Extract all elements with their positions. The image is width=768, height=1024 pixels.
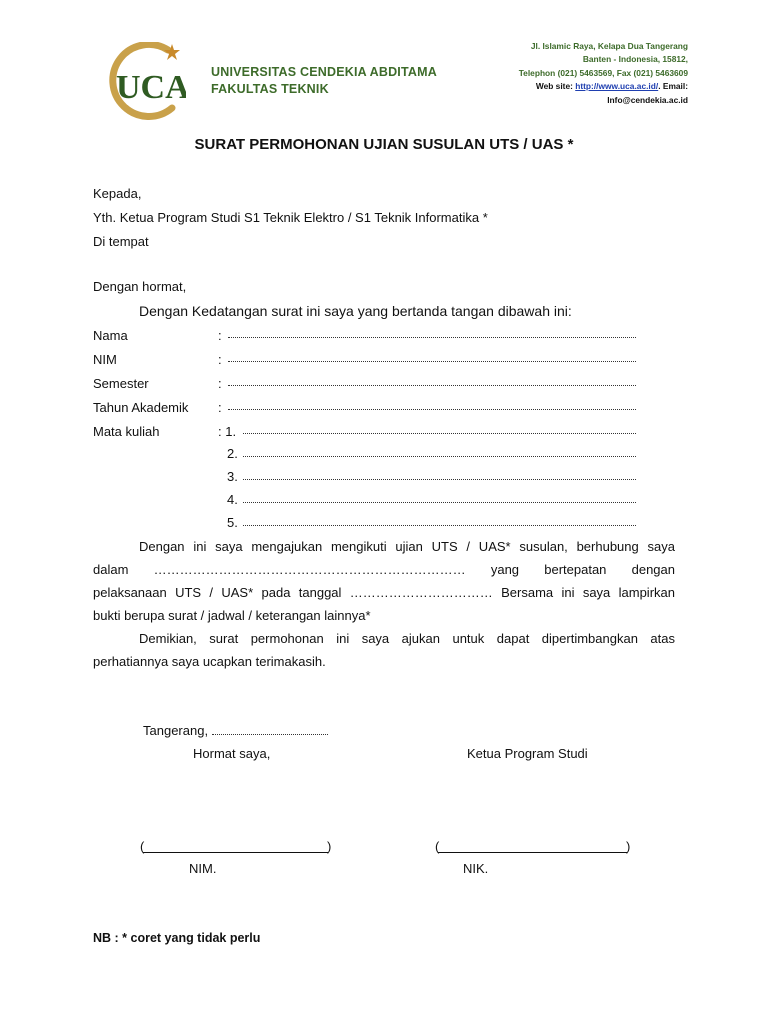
university-logo xyxy=(106,42,186,120)
matkul-3-input-line[interactable] xyxy=(243,479,636,480)
signature-place: Tangerang, xyxy=(143,723,209,738)
address-line-2: Banten - Indonesia, 15812, xyxy=(582,54,688,65)
colon-tahun: : xyxy=(218,400,222,415)
matkul-2-input-line[interactable] xyxy=(243,456,636,457)
matkul-number-3: 3. xyxy=(227,469,238,484)
recipient-line-3: Di tempat xyxy=(93,234,149,249)
matkul-4-input-line[interactable] xyxy=(243,502,636,503)
institution-name xyxy=(211,64,437,98)
matkul-number-5: 5. xyxy=(227,515,238,530)
contact-block xyxy=(519,40,688,107)
colon-nim: : xyxy=(218,352,222,367)
field-label-nama: Nama xyxy=(93,328,128,343)
matkul-5-input-line[interactable] xyxy=(243,525,636,526)
body-line-5: Demikian, surat permohonan ini saya ajukan untuk dapat dipertimbangkan atas xyxy=(139,631,675,646)
footnote: NB : * coret yang tidak perlu xyxy=(93,931,261,945)
right-signature-title: Ketua Program Studi xyxy=(467,746,588,761)
colon-semester: : xyxy=(218,376,222,391)
web-suffix: . Email: xyxy=(658,81,688,92)
greeting: Dengan hormat, xyxy=(93,279,187,294)
left-close-paren: ) xyxy=(327,839,332,854)
phone-line: Telephon (021) 5463569, Fax (021) 5463609 xyxy=(518,67,688,78)
matkul-number-4: 4. xyxy=(227,492,238,507)
matkul-number-2: 2. xyxy=(227,446,238,461)
address-line-1: Jl. Islamic Raya, Kelapa Dua Tangerang xyxy=(530,41,688,51)
right-open-paren: ( xyxy=(435,839,440,854)
nim-label: NIM. xyxy=(189,861,217,876)
field-label-mata-kuliah: Mata kuliah xyxy=(93,424,160,439)
faculty-name: FAKULTAS TEKNIK xyxy=(211,82,329,96)
field-label-nim: NIM xyxy=(93,352,117,367)
left-open-paren: ( xyxy=(140,839,145,854)
left-signature-title: Hormat saya, xyxy=(193,746,271,761)
tahun-akademik-input-line[interactable] xyxy=(228,409,636,410)
right-close-paren: ) xyxy=(626,839,631,854)
body-line-1: Dengan ini saya mengajukan mengikuti ujian UTS / UAS* susulan, berhubung saya xyxy=(139,539,675,554)
left-signature-line[interactable] xyxy=(143,852,328,853)
website-link[interactable]: http://www.uca.ac.id/ xyxy=(575,81,659,92)
field-label-semester: Semester xyxy=(93,376,149,391)
nama-input-line[interactable] xyxy=(228,337,636,338)
field-label-tahun-akademik: Tahun Akademik xyxy=(93,400,189,415)
email-line: Info@cendekia.ac.id xyxy=(607,94,688,105)
nik-label: NIK. xyxy=(463,861,489,876)
body-paragraph-1 xyxy=(93,535,675,673)
university-name: UNIVERSITAS CENDEKIA ABDITAMA xyxy=(211,65,437,79)
body-line-3: pelaksanaan UTS / UAS* pada tanggal …………………………… Bersama ini saya lampirkan xyxy=(93,585,675,600)
logo-lettering: UCA xyxy=(116,69,186,106)
recipient-line-2: Yth. Ketua Program Studi S1 Teknik Elektro / S1 Teknik Informatika * xyxy=(93,210,488,225)
matkul-number-1: : 1. xyxy=(218,424,237,439)
nim-input-line[interactable] xyxy=(228,361,636,362)
date-input-line[interactable] xyxy=(212,734,328,735)
right-signature-line[interactable] xyxy=(438,852,627,853)
web-line xyxy=(519,80,688,93)
intro-text: Dengan Kedatangan surat ini saya yang bertanda tangan dibawah ini: xyxy=(139,303,572,319)
letter-title: SURAT PERMOHONAN UJIAN SUSULAN UTS / UAS * xyxy=(194,136,574,153)
matkul-1-input-line[interactable] xyxy=(243,433,636,434)
web-prefix: Web site: xyxy=(535,81,576,92)
recipient-line-1: Kepada, xyxy=(93,186,142,201)
semester-input-line[interactable] xyxy=(228,385,636,386)
body-line-2: dalam ……………………………………………………………… yang bertepatan dengan xyxy=(93,562,675,577)
colon-nama: : xyxy=(218,328,222,343)
body-line-4: bukti berupa surat / jadwal / keterangan lainnya* xyxy=(93,608,371,623)
body-line-6: perhatiannya saya ucapkan terimakasih. xyxy=(93,654,326,669)
